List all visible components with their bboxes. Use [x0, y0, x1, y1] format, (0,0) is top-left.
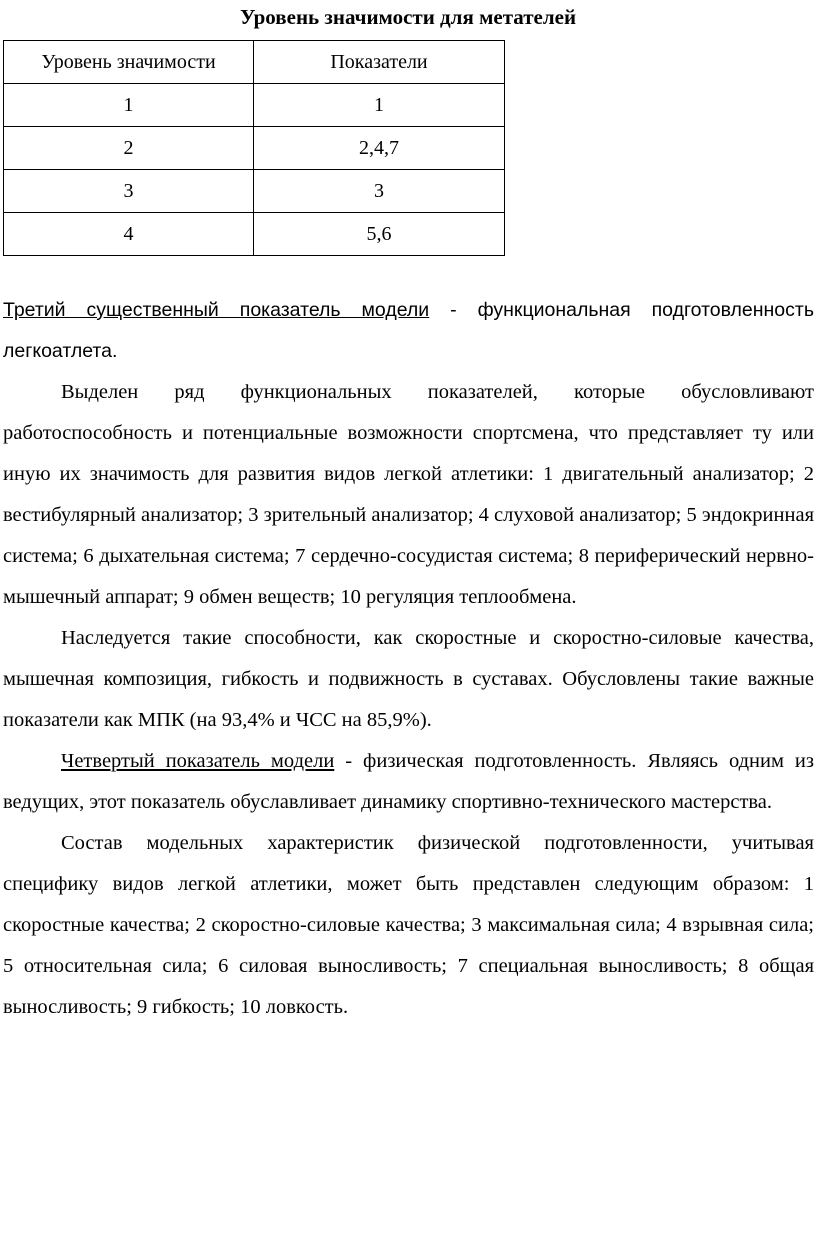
- third-indicator-heading: Третий существенный показатель модели: [3, 299, 430, 321]
- table-cell-level: 3: [4, 170, 254, 213]
- table-cell-indicators: 2,4,7: [254, 127, 505, 170]
- column-header-level: Уровень значимости: [4, 41, 254, 84]
- column-header-indicators: Показатели: [254, 41, 505, 84]
- table-cell-level: 2: [4, 127, 254, 170]
- paragraph-inherited-abilities: Наследуется такие способности, как скоростные и скоростно-силовые качества, мышечная композиция, гибкость и подвижность в суставах. Обусловлены такие важные показатели как МПК (на 93,4% и ЧСС на 85,9%).: [3, 627, 814, 731]
- paragraph-physical-characteristics: Состав модельных характеристик физической подготовленности, учитывая специфику видов легкой атлетики, может быть представлен следующим образом: 1 скоростные качества; 2 скоростно-силовые качества; 3 максимальная сила; 4 взрывная сила; 5 относительная сила; 6 силовая выносливость; 7 специальная выносливость; 8 общая выносливость; 9 гибкость; 10 ловкость.: [3, 832, 814, 1018]
- fourth-indicator-heading: Четвертый показатель модели: [61, 750, 335, 772]
- table-row: [4, 170, 505, 213]
- paragraph-third-indicator: [3, 290, 814, 372]
- paragraph-functional-indicators: Выделен ряд функциональных показателей, которые обусловливают работоспособность и потенциальные возможности спортсмена, что представляет ту или иную их значимость для развития видов легкой атлетики: 1 двигательный анализатор; 2 вестибулярный анализатор; 3 зрительный анализатор; 4 слуховой анализатор; 5 эндокринная система; 6 дыхательная система; 7 сердечно-сосудистая система; 8 периферический нервно-мышечный аппарат; 9 обмен веществ; 10 регуляция теплообмена.: [3, 381, 814, 608]
- table-row: [4, 84, 505, 127]
- table-row: [4, 213, 505, 256]
- table-cell-indicators: 3: [254, 170, 505, 213]
- table-cell-level: 1: [4, 84, 254, 127]
- significance-table: [3, 40, 505, 256]
- table-cell-indicators: 5,6: [254, 213, 505, 256]
- table-cell-level: 4: [4, 213, 254, 256]
- paragraph-fourth-indicator: [3, 741, 814, 823]
- table-header-row: [4, 41, 505, 84]
- table-cell-indicators: 1: [254, 84, 505, 127]
- table-row: [4, 127, 505, 170]
- fourth-indicator-text: - физическая подготовленность. Являясь одним из ведущих, этот показатель обуславливает динамику спортивно-технического мастерства.: [3, 750, 814, 813]
- body-text: [3, 290, 814, 1028]
- page-title: Уровень значимости для метателей: [239, 5, 577, 29]
- third-indicator-text: - функциональная подготовленность легкоатлета.: [3, 299, 814, 362]
